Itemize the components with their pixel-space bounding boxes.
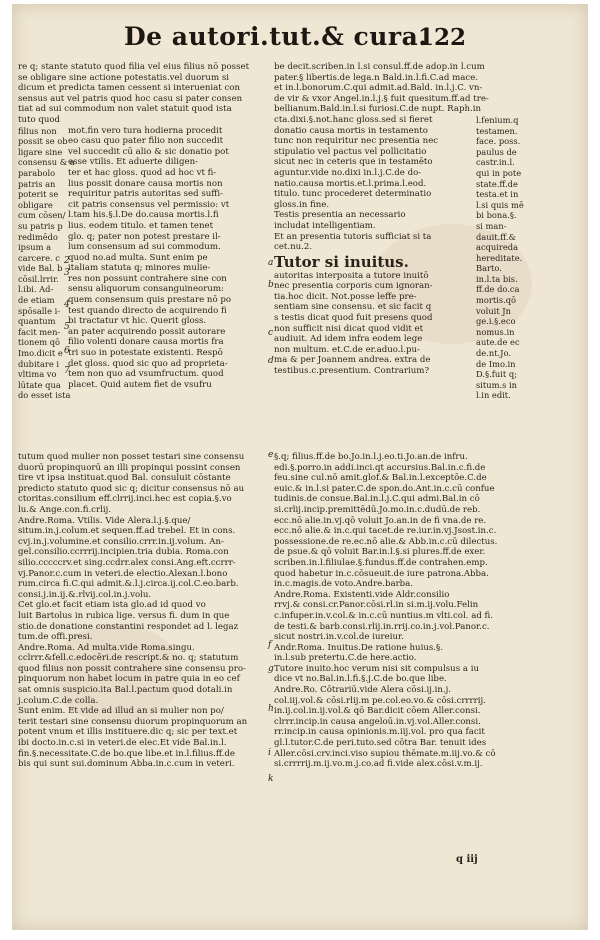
text-line: filio volenti donare causa mortis fra (68, 337, 224, 348)
text-line: rrvj.& consi.cr.Panor.cōsi.rl.in si.m.ij.volu.Felin (274, 600, 479, 611)
running-header (12, 22, 588, 56)
text-line: cet.nu.2. (274, 242, 313, 253)
text-line: silio.cccccrv.et sing.ccdrr.alex consi.Ang.eft.ccrrr- (18, 557, 236, 568)
text-line: an pater acquirendo possit autorare (68, 326, 226, 337)
right-lower-text (274, 452, 526, 770)
text-line: lum consensum ad sui commodum. (68, 242, 221, 253)
text-line: duorū propinquorū an illi propinqui possint consen (18, 462, 241, 473)
gloss-line: de.nt.Jo. (476, 348, 511, 359)
right-top-text (274, 62, 520, 115)
gloss-line: situm.s in (476, 379, 517, 390)
text-line: stio.de donatione constantini respondet ad l. legaz (18, 621, 239, 632)
text-line: tri suo in potestate existenti. Respō (68, 348, 223, 359)
gloss-line: state.ff.de (476, 178, 518, 189)
text-line: rum.circa fi.C.qui admit.&.l.j.circa.ij.col.C.eo.barb. (18, 579, 239, 590)
text-line: sensus aut vel patris quod hoc casu si pater consen (18, 93, 243, 104)
gloss-line: in.l.ta bis. (476, 273, 518, 284)
running-title: De autori.tut.& cura. (124, 22, 428, 51)
text-line: esse vtilis. Et aduerte diligen- (68, 157, 199, 168)
gloss-line: tionem qō (18, 337, 61, 348)
text-line: Tutore inuito.hoc verum nisi sit compulsus a iu (274, 663, 479, 674)
text-line: quod habetur in.c.cōsueuit.de iure patrona.Abba. (274, 568, 489, 579)
margin-letter: f (268, 640, 272, 650)
left-body-text (68, 126, 268, 391)
gloss-line: possit se ob (18, 136, 68, 147)
text-line: stipulatio vel pactus vel pollicitatio (274, 146, 427, 157)
text-line: includat intelligentiam. (274, 220, 376, 231)
text-line: vel succedit cū alio & sic donatio pot (68, 146, 229, 157)
text-line: testibus.c.presentium. Contrarium? (274, 366, 430, 377)
gloss-line: bi bona.§. (476, 210, 517, 221)
margin-letter: a (268, 258, 274, 268)
margin-letter: i (268, 748, 271, 758)
text-line: euic.& in.l.si pater.C.de spon.do.Ant.in.c.cū confue (274, 483, 495, 494)
margin-letter: k (268, 774, 274, 784)
signature-mark: q iij (456, 854, 478, 865)
text-line: ctoritas.consilium eff.clrrij.inci.hec est copia.§.vo (18, 494, 232, 505)
folio-number: 122 (418, 24, 467, 51)
gloss-line: redimēdo (18, 231, 58, 242)
text-line: possessione.de re.ec.nō alie.& Abb.in.c.cū dilectus. (274, 536, 498, 547)
gloss-line: spōsalle i- (18, 305, 61, 316)
text-line: sat omnis suspicio.ita Bal.l.pactum quod dotali.in (18, 685, 233, 696)
left-lower-text (18, 452, 270, 770)
text-line: terit testari sine consensu duorum propinquorum an (18, 716, 248, 727)
text-line: Sunt enim. Et vide ad illud an si mulier non po/ (18, 706, 224, 717)
gloss-line: Imo.dicit e (18, 348, 63, 359)
text-line: tum.de offi.presi. (18, 632, 93, 643)
text-line: cvj.in.j.volumine.et consilio.crrr.in.ij.volum. An- (18, 536, 224, 547)
gloss-line: acquireda (476, 242, 519, 253)
text-line: dicum et predicta tamen cessent si interueniat con (18, 83, 240, 94)
left-body (18, 126, 270, 456)
text-line: edi.§.porro.in addi.inci.qt accursius.Bal.in.c.fi.de (274, 462, 486, 473)
gloss-line: patris an (18, 178, 56, 189)
text-line: bellianum.Bald.in.l.si furiosi.C.de nupt. Raph.in (274, 104, 481, 115)
text-line: sicut nec in ceteris que in testamēto (274, 157, 433, 168)
gloss-line: ipsum a (18, 242, 52, 253)
text-line: s testis dicat quod fuit presens quod (274, 313, 433, 324)
gloss-line: l.si quis mē (476, 199, 524, 210)
text-line: in.l.sub pretertu.C.de here.actio. (274, 653, 417, 664)
text-line: eo casu quo pater filio non succedit (68, 136, 224, 147)
text-line: gl.l.tutor.C.de peri.tuto.sed cōtra Bar. tenuit ides (274, 738, 487, 749)
text-line: tia.hoc dicit. Not.posse leffe pre- (274, 291, 417, 302)
gloss-line: ff.de do.ca (476, 284, 520, 295)
text-line: aguntur.vide no.dixi in.l.j.C.de do- (274, 167, 422, 178)
gloss-line: nomus.in (476, 326, 515, 337)
text-line: l.tam his.§.l.De do.causa mortis.l.fi (68, 210, 219, 221)
text-line: tudinis.de consue.Bal.in.l.j.C.qui admi.Bal.in cō (274, 494, 480, 505)
text-line: tem non quo ad vsumfructum. quod (68, 369, 224, 380)
text-line: tunc non requiritur nec presentia nec (274, 136, 439, 147)
text-line: Et an presentia tutoris sufficiat si ta (274, 231, 432, 242)
gloss-line: si man- (476, 220, 507, 231)
gloss-line: testamen. (476, 125, 518, 136)
gloss-line: ligare sine (18, 146, 63, 157)
text-line: nec presentia corporis cum ignoran- (274, 281, 433, 292)
book-page (12, 4, 588, 930)
text-line: test quando directo de acquirendo fi (68, 305, 227, 316)
text-line: lu.& Ange.con.fi.crlij. (18, 504, 111, 515)
gloss-line: l.fenium.q (476, 114, 519, 125)
text-line: Testis presentia an necessario (274, 210, 406, 221)
gloss-line: de Imo.in (476, 358, 516, 369)
margin-number: 4 (64, 300, 70, 310)
text-line: lius possit donare causa mortis non (68, 178, 223, 189)
gloss-line: facit men- (18, 326, 61, 337)
gloss-line: mortis.qō (476, 295, 517, 306)
gloss-line: lūtate qua (18, 379, 61, 390)
gloss-line: carcere. c (18, 252, 60, 263)
text-line: tuto quod (18, 114, 61, 125)
text-line: placet. Quid autem fiet de vsufru (68, 379, 212, 390)
text-line: re q; stante statuto quod filia vel eius filius nō posset (18, 62, 250, 72)
margin-letter: h (268, 704, 274, 714)
gloss-line: quantum (18, 316, 56, 327)
gloss-line: do esset ista (18, 390, 71, 401)
text-line: donatio causa mortis in testamento (274, 125, 428, 136)
text-line: quod filius non possit contrahere sine consensu pro- (18, 663, 246, 674)
text-line: sentiam sine consensu. et sic facit q (274, 302, 432, 313)
text-line: in.ij.col.in.ij.vol.& qō Bar.dicit cōem Aller.consi. (274, 706, 481, 717)
gloss-line: consensu & a (18, 157, 75, 168)
text-line: Andre.Ro. Cōtrariū.vide Alera cōsi.ij.in.j. (274, 685, 452, 696)
text-line: det gloss. quod sic quo ad proprieta- (68, 358, 228, 369)
text-line: bi tractatur vt hic. Querit gloss. (68, 316, 207, 327)
text-line: luit Bartolus in rubica lige. versus fi. dum in que (18, 610, 230, 621)
margin-letter: c (268, 328, 274, 338)
text-line: gloss.in fine. (274, 199, 330, 210)
text-line: sensu aliquorum consanguineorum: (68, 284, 224, 295)
text-line: feu.sine cul.nō amit.glof.& Bal.in.l.exceptōe.C.de (274, 473, 487, 484)
right-gloss (476, 115, 524, 401)
text-line: de testi.& barb.consi.rlij.in.rrij.co.in.j.vol.Panor.c. (274, 621, 490, 632)
text-line: Aller.cōsi.crv.inci.viso supiou thēmate.m.iij.vo.& cō (274, 748, 496, 759)
gloss-line: filius non (18, 125, 57, 136)
text-line: Andre.Roma. Existenti.vide Aldr.consilio (274, 589, 450, 600)
text-line: fin.§.necessitate.C.de bo.que libe.et in.l.filius.ff.de (18, 748, 235, 759)
margin-number: 3 (64, 268, 70, 278)
text-line: de psue.& qō voluit Bar.in.l.§.si plures.ff.de exer. (274, 547, 486, 558)
left-gloss (18, 125, 75, 401)
text-line: c.infuper.in.v.col.& in.c.cū nuntius.m vlti.col. ad fi. (274, 610, 494, 621)
text-line: consi.j.in.ij.&.rlvij.col.in.j.volu. (18, 589, 152, 600)
text-line: si.crrrrij.m.ij.vo.m.j.co.ad fi.vide alex.cōsi.v.m.ij. (274, 759, 483, 770)
gloss-line: face. poss. (476, 136, 521, 147)
text-line: pater.§ libertis.de lega.n Bald.in.l.fi.C.ad mace. (274, 72, 479, 83)
text-line: si.crlij.incip.premittēdū.Jo.mo.in.c.dudū.de reb. (274, 504, 481, 515)
gloss-line: su patris p (18, 220, 63, 231)
text-line: cit patris consensus vel permissio: vt (68, 199, 230, 210)
text-line: de vir & vxor Angel.in.l.j.§ fuit quesitum.ff.ad tre- (274, 93, 489, 104)
text-line: audiuit. Ad idem infra eodem lege (274, 334, 423, 345)
gloss-line: D.§.fuit q; (476, 369, 517, 380)
gloss-line: paulus de (476, 146, 517, 157)
text-line: tire vt ipsa instituat.quod Bal. consuluit cōstante (18, 473, 231, 484)
text-line: tiat ad sui commodum non valet statuit quod ista (18, 104, 232, 115)
text-line: pinquorum non habet locum in patre quia in eo cef (18, 674, 240, 685)
gloss-line: poterit se (18, 189, 59, 200)
text-line: quem consensum quis prestare nō po (68, 295, 232, 306)
margin-letter: d (268, 356, 274, 366)
gloss-line: cōsil.lrrir. (18, 273, 59, 284)
text-line: res non possunt contrahere sine con (68, 273, 227, 284)
gloss-line: testa.et in (476, 189, 519, 200)
gloss-line: voluit Jn (476, 305, 511, 316)
gloss-line: l.in edit. (476, 390, 511, 401)
text-line: be decit.scriben.in l.si consul.ff.de adop.in l.cum (274, 62, 485, 72)
gloss-line: castr.in.l. (476, 157, 515, 168)
text-line: non sufficit nisi dicat quod vidit et (274, 323, 424, 334)
text-line: rr.incip.in causa opinionis.m.iij.vol. pro qua facit (274, 727, 485, 738)
text-line: et in.l.bonorum.C.qui admit.ad.Bald. in.l.j.C. vn- (274, 83, 483, 94)
text-line: in.c.magis.de voto.Andre.barba. (274, 579, 414, 590)
text-line: gel.consilio.ccrrrij.incipien.tria dubia. Roma.con (18, 547, 229, 558)
gloss-line: cum cōsen/ (18, 210, 66, 221)
margin-letter: b (268, 280, 274, 290)
text-line: cclrrr.&fell.c.edocēri.de rescript.& no. q; statutum (18, 653, 239, 664)
margin-letter: e (268, 450, 274, 460)
text-line: mot.fin vero tura hodierna procedit (68, 125, 223, 136)
right-body (274, 114, 524, 445)
gloss-line: de etiam (18, 295, 55, 306)
text-line: titulo. tunc procederet determinatio (274, 189, 432, 200)
text-line: j.colum.C.de colla. (18, 695, 99, 706)
gloss-line: qui in pote (476, 167, 522, 178)
text-line: dice vt no.Bal.in.l.fi.§.j.C.de bo.que libe. (274, 674, 447, 685)
text-line: non multum. et.C.de er.aduo.l.pu- (274, 344, 420, 355)
text-line: tutum quod mulier non posset testari sine consensu (18, 452, 245, 462)
text-line: ecc.nō alie.in.vj.qō voluit Jo.an.in de fi vna.de re. (274, 515, 487, 526)
text-line: Andre.Roma. Ad multa.vide Roma.singu. (18, 642, 195, 653)
section-heading: Tutor si inuitus. (274, 252, 409, 271)
gloss-line: vltima vo (18, 369, 57, 380)
gloss-line: vide Bal. b (18, 263, 63, 274)
gloss-line: dauit.ff.& (476, 231, 516, 242)
right-column (274, 62, 524, 445)
text-line: ecc.nō alie.& in.c.qui tacet.de re.iur.in.vj.Jsost.in.c. (274, 526, 497, 537)
text-line: Cet glo.et facit etiam ista glo.ad id quod vo (18, 600, 206, 611)
text-line: glo. q; pater non potest prestare il- (68, 231, 221, 242)
gloss-line: ge.i.§.eco (476, 316, 516, 327)
text-line: natio.causa mortis.et.l.prima.l.eod. (274, 178, 427, 189)
text-line: autoritas interposita a tutore inuitō (274, 270, 429, 281)
text-line: ma & per Joannem andrea. extra de (274, 355, 431, 366)
text-line: vj.Panor.c.cum in veteri.de electio.Alexan.l.bono (18, 568, 228, 579)
margin-number: 2 (64, 256, 70, 266)
gloss-line: aute.de ec (476, 337, 520, 348)
gloss-line: parabolo (18, 167, 56, 178)
text-line: italiam statuta q; minores mulie- (68, 263, 211, 274)
text-line: se obligare sine actione potestatis.vel duorum si (18, 72, 229, 83)
text-line: potent vnum et illis instituere.dic q; sic per text.et (18, 727, 238, 738)
margin-number: 7 (64, 366, 70, 376)
text-line: col.iij.vol.& cōsi.rlij.m pe.col.eo.vo.& cōsi.crrrrij. (274, 695, 486, 706)
text-line: bis qui sunt sui.dominum Abba.in.c.cum in veteri. (18, 759, 235, 770)
text-line: ibi docto.in.c.si in veteri.de elec.Et vide Bal.in.l. (18, 738, 227, 749)
text-line: §.q; filius.ff.de bo.Jo.in.l.j.eo.ti.Jo.an.de infru. (274, 452, 468, 462)
margin-number: 6 (64, 346, 70, 356)
margin-letter: g (268, 664, 274, 674)
text-line: scriben.in.l.filiulae.§.fundus.ff.de contrahen.emp. (274, 557, 488, 568)
text-line: quod no.ad multa. Sunt enim pe (68, 252, 208, 263)
text-line: ter et hac gloss. quod ad hoc vt fi- (68, 167, 217, 178)
text-line: cta.dixi.§.not.hanc gloss.sed si fieret (274, 114, 433, 125)
gloss-line: dubitare i (18, 358, 60, 369)
left-top-text (18, 62, 270, 126)
gloss-line: hereditate. (476, 252, 523, 263)
text-line: predicto statuto quod sic q; dicitur consensus nō au (18, 483, 245, 494)
right-body-text (274, 115, 474, 377)
gloss-line: l.ibi. Ad- (18, 284, 54, 295)
left-column (18, 62, 270, 456)
text-line: requiritur patris autoritas sed suffi- (68, 189, 224, 200)
text-line: Andr.Roma. Inuitus.De ratione huius.§. (274, 642, 444, 653)
text-line: Andre.Roma. Vtilis. Vide Alera.l.j.§.que/ (18, 515, 191, 526)
margin-number: 5 (64, 322, 70, 332)
gloss-line: obligare (18, 199, 53, 210)
text-line: situm.in.j.colum.et sequen.ff.ad trebel. Et in cons. (18, 526, 236, 537)
text-line: clrrr.incip.in causa angeloū.in.vj.vol.Aller.consi. (274, 716, 481, 727)
text-line: sicut nostri.in.v.col.de iureiur. (274, 632, 404, 643)
gloss-line: Barto. (476, 263, 502, 274)
text-line: lius. eodem titulo. et tamen tenet (68, 220, 214, 231)
